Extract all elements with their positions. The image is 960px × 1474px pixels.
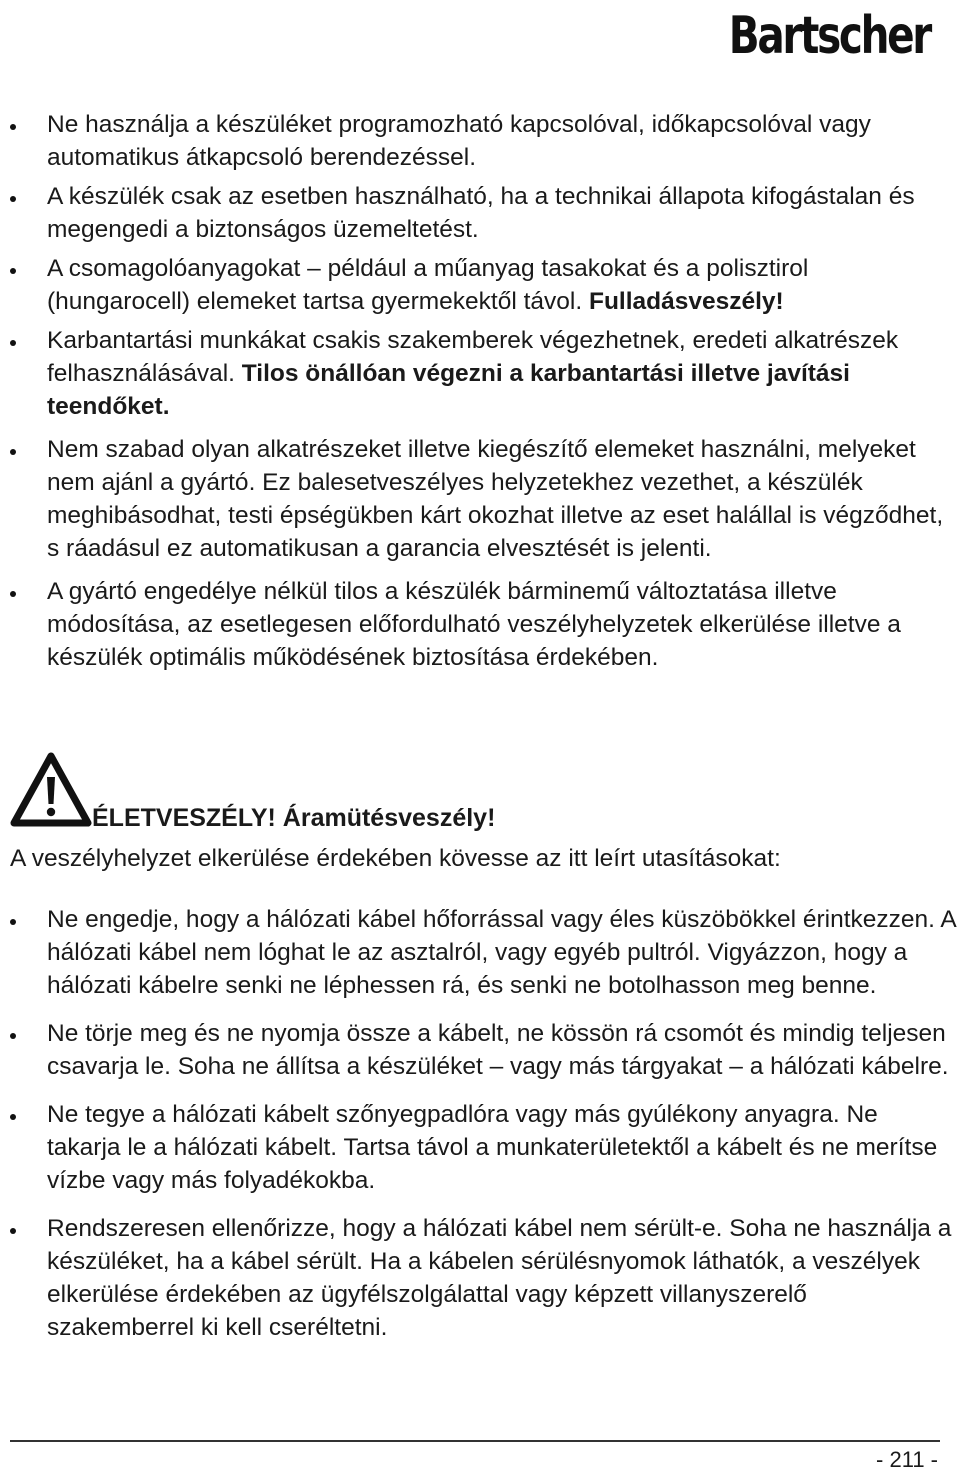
list-item-text: Nem szabad olyan alkatrészeket illetve kiegészítő elemeket használni, melyeket nem ajánl a gyártó. Ez balesetveszélyes helyzetekhez vezethet, a készülék meghibásodhat, testi épségükben kárt okozhat illetve az eset halállal is végződhet, s ráadásul ez automatikusan a garancia elvesztését is jelenti. xyxy=(47,436,944,562)
bullet-icon xyxy=(10,1033,16,1039)
list-item xyxy=(0,252,960,318)
brand-logo: Bartscher xyxy=(728,6,930,66)
maintenance-warning: Tilos önállóan végezni a karbantartási illetve javítási teendőket. xyxy=(47,360,850,420)
bullet-icon xyxy=(10,919,16,925)
bullet-icon xyxy=(10,196,16,202)
bullet-icon xyxy=(10,268,16,274)
list-item xyxy=(0,1098,960,1197)
list-item-text: Ne használja a készüléket programozható kapcsolóval, időkapcsolóval vagy automatikus átkapcsoló berendezéssel. xyxy=(47,111,871,171)
bullet-icon xyxy=(10,1228,16,1234)
list-item-text: Ne törje meg és ne nyomja össze a kábelt, ne kössön rá csomót és mindig teljesen csavarja le. Soha ne állítsa a készüléket – vagy más tárgyakat – a hálózati kábelre. xyxy=(47,1020,949,1080)
list-item xyxy=(0,1017,960,1083)
page-number: - 211 - xyxy=(876,1447,938,1472)
list-item-text: A gyártó engedélye nélkül tilos a készülék bárminemű változtatása illetve módosítása, az esetlegesen előfordulható veszélyhelyzetek elkerülése illetve a készülék optimális működésének biztosítása érdekében. xyxy=(47,578,901,671)
bullet-icon xyxy=(10,591,16,597)
list-item-text: Ne engedje, hogy a hálózati kábel hőforrással vagy éles küszöbökkel érintkezzen. A hálózati kábel nem lóghat le az asztalról, vagy egyéb pultról. Vigyázzon, hogy a hálózati kábelre senki ne léphessen rá, és senki ne botolhasson meg benne. xyxy=(47,906,956,999)
list-item xyxy=(0,575,960,674)
list-item xyxy=(0,903,960,1002)
list-item-text: Ne tegye a hálózati kábelt szőnyegpadlóra vagy más gyúlékony anyagra. Ne takarja le a hálózati kábelt. Tartsa távol a munkaterületektől a kábelt és ne merítse vízbe vagy más folyadékokba. xyxy=(47,1101,938,1194)
footer-divider xyxy=(10,1440,940,1442)
safety-list xyxy=(0,108,960,684)
list-item xyxy=(0,433,960,565)
list-item-text: A készülék csak az esetben használható, ha a technikai állapota kifogástalan és megengedi a biztonságos üzemeltetést. xyxy=(47,183,915,243)
list-item xyxy=(0,108,960,174)
bullet-icon xyxy=(10,1114,16,1120)
warning-triangle-icon xyxy=(10,752,92,828)
warning-intro: A veszélyhelyzet elkerülése érdekében kövesse az itt leírt utasításokat: xyxy=(10,845,781,872)
list-item xyxy=(0,324,960,423)
list-item-text: A csomagolóanyagokat – például a műanyag tasakokat és a polisztirol (hungarocell) elemeket tartsa gyermekektől távol. xyxy=(47,255,809,315)
choking-hazard-warning: Fulladásveszély! xyxy=(588,288,784,315)
bullet-icon xyxy=(10,124,16,130)
warning-title: ÉLETVESZÉLY! Áramütésveszély! xyxy=(92,804,496,832)
cable-safety-list xyxy=(0,903,960,1359)
bullet-icon xyxy=(10,449,16,455)
list-item xyxy=(0,1212,960,1344)
bullet-icon xyxy=(10,340,16,346)
list-item-text: Rendszeresen ellenőrizze, hogy a hálózati kábel nem sérült-e. Soha ne használja a készüléket, ha a kábel sérült. Ha a kábelen sérülésnyomok láthatók, a veszélyek elkerülése érdekében az ügyfélszolgálattal vagy képzett villanyszerelő szakemberrel ki kell cseréltetni. xyxy=(47,1215,952,1341)
list-item-text: Karbantartási munkákat csakis szakemberek végezhetnek, eredeti alkatrészek felhasználásával. xyxy=(47,327,899,387)
list-item xyxy=(0,180,960,246)
